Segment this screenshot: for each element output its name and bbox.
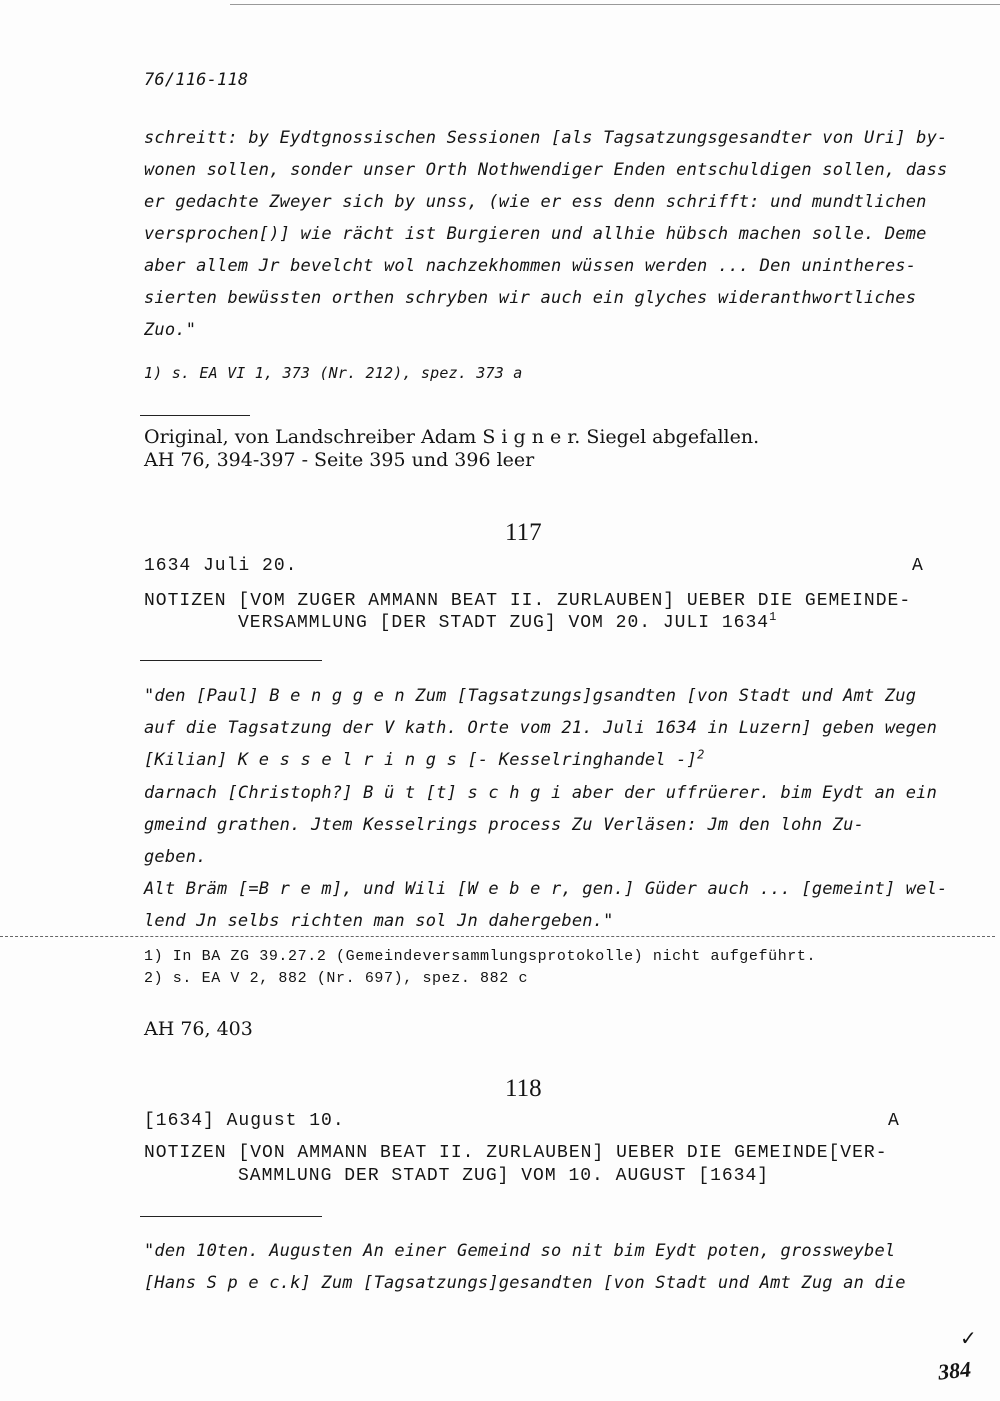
doc117-provenance: AH 76, 403	[144, 1018, 253, 1040]
scan-edge-line	[230, 4, 1000, 5]
doc117-line: Alt Bräm [=B r e m], und Wili [W e b e r, gen.] Güder auch ... [gemeint] wel-	[144, 879, 948, 899]
doc117-line-text: [Kilian] K e s s e l r i n g s [- Kesselringhandel -]	[144, 750, 698, 770]
doc118-number: 118	[505, 1075, 542, 1102]
title-rule	[140, 660, 322, 661]
scan-fold-line	[0, 936, 995, 937]
doc117-line	[144, 747, 705, 770]
doc116-provenance-line: AH 76, 394-397 - Seite 395 und 396 leer	[144, 449, 535, 471]
doc116-line: Zuo."	[144, 320, 197, 340]
doc118-title-line2: SAMMLUNG DER STADT ZUG] VOM 10. AUGUST [1634]	[238, 1166, 770, 1186]
doc118-line: "den 10ten. Augusten An einer Gemeind so nit bim Eydt poten, grossweybel	[144, 1241, 896, 1261]
doc116-line: sierten bewüssten orthen schryben wir auch ein glyches wideranthwortliches	[144, 288, 917, 308]
doc117-type: A	[912, 556, 924, 576]
doc117-date: 1634 Juli 20.	[144, 556, 298, 576]
title-rule	[140, 1216, 322, 1217]
doc116-line: er gedachte Zweyer sich by unss, (wie er ess denn schrifft: und mundtlichen	[144, 192, 927, 212]
doc117-line: geben.	[144, 847, 207, 867]
doc117-title-line1: NOTIZEN [VOM ZUGER AMMANN BEAT II. ZURLAUBEN] UEBER DIE GEMEINDE-	[144, 591, 912, 611]
doc116-provenance-line: Original, von Landschreiber Adam S i g n e r. Siegel abgefallen.	[144, 426, 760, 448]
doc116-line: aber allem Jr bevelcht wol nachzekhommen wüssen werden ... Den unintheres-	[144, 256, 917, 276]
check-mark-icon: ✓	[960, 1326, 977, 1350]
doc117-title-line2	[238, 610, 778, 633]
doc117-line: auf die Tagsatzung der V kath. Orte vom 21. Juli 1634 in Luzern] geben wegen	[144, 718, 938, 738]
handwritten-page-number: 384	[936, 1356, 973, 1385]
doc116-line: wonen sollen, sonder unser Orth Nothwendiger Enden entschuldigen sollen, dass	[144, 160, 948, 180]
doc116-footnote: 1) s. EA VI 1, 373 (Nr. 212), spez. 373 a	[144, 364, 523, 382]
page-reference: 76/116-118	[144, 70, 249, 90]
doc117-title-text: VERSAMMLUNG [DER STADT ZUG] VOM 20. JULI 1634	[238, 613, 770, 633]
doc116-line: versprochen[)] wie rächt ist Burgieren und allhie hübsch machen solle. Deme	[144, 224, 927, 244]
doc118-type: A	[888, 1111, 900, 1131]
doc117-line: gmeind grathen. Jtem Kesselrings process Zu Verläsen: Jm den lohn Zu-	[144, 815, 865, 835]
doc117-number: 117	[505, 519, 542, 546]
doc117-line: lend Jn selbs richten man sol Jn dahergeben."	[144, 911, 614, 931]
footnote-rule	[140, 415, 250, 416]
doc117-footnote: 2) s. EA V 2, 882 (Nr. 697), spez. 882 c	[144, 970, 529, 987]
doc117-line: darnach [Christoph?] B ü t [t] s c h g i aber der uffrüerer. bim Eydt an ein	[144, 783, 938, 803]
doc117-footnote: 1) In BA ZG 39.27.2 (Gemeindeversammlungsprotokolle) nicht aufgeführt.	[144, 948, 817, 965]
doc118-date: [1634] August 10.	[144, 1111, 345, 1131]
footnote-ref: 1	[769, 610, 778, 624]
footnote-ref: 2	[697, 747, 705, 762]
doc118-line: [Hans S p e c.k] Zum [Tagsatzungs]gesandten [von Stadt und Amt Zug an die	[144, 1273, 906, 1293]
doc117-line: "den [Paul] B e n g g e n Zum [Tagsatzungs]gsandten [von Stadt und Amt Zug	[144, 686, 917, 706]
doc116-line: schreitt: by Eydtgnossischen Sessionen [als Tagsatzungsgesandter von Uri] by-	[144, 128, 948, 148]
doc118-title-line1: NOTIZEN [VON AMMANN BEAT II. ZURLAUBEN] UEBER DIE GEMEINDE[VER-	[144, 1143, 888, 1163]
